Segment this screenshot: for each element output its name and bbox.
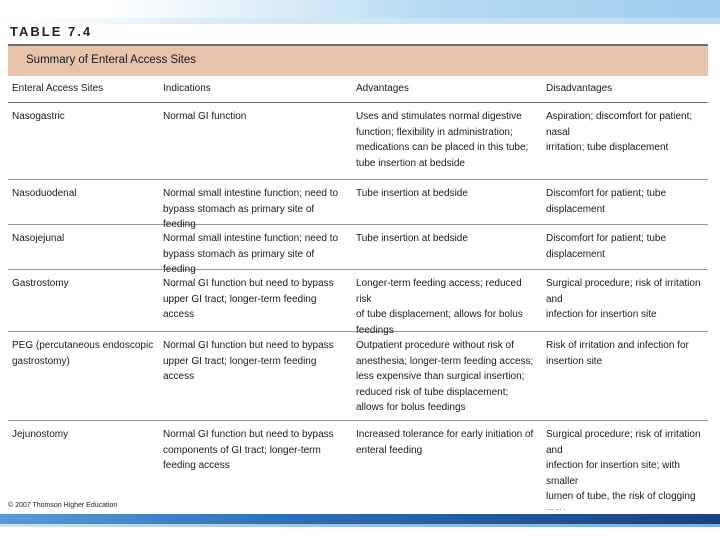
disadvantages-cell: Surgical procedure; risk of irritation and infection for insertion site — [546, 278, 701, 320]
table-title: Summary of Enteral Access Sites — [26, 54, 197, 66]
advantages-cell: Tube insertion at bedside — [356, 188, 468, 199]
header-indications: Indications — [163, 83, 211, 94]
table-title-band — [8, 44, 708, 76]
disadvantages-cell: Discomfort for patient; tube displacement — [546, 233, 667, 260]
bottom-stripe-dark — [0, 514, 720, 524]
advantages-cell: Tube insertion at bedside — [356, 233, 468, 244]
table-row — [8, 180, 708, 230]
advantages-cell: Outpatient procedure without risk of anesthesia; longer-term feeding access; less expensive than surgical insertion; reduced risk of tube displacement; allows for bolus feedings — [356, 340, 534, 413]
indications-cell: Normal GI function — [163, 111, 247, 122]
disadvantages-cell: Surgical procedure; risk of irritation and infection for insertion site; with smaller lumen of tube, the risk of clogging — [546, 429, 701, 502]
table-row — [8, 332, 708, 421]
table-row — [8, 225, 708, 275]
disadvantages-cell: Risk of irritation and infection for insertion site — [546, 340, 689, 367]
top-decorative-band — [0, 0, 720, 24]
bottom-decorative-band — [0, 510, 720, 540]
indications-cell: Normal small intestine function; need to bypass stomach as primary site of feeding — [163, 233, 339, 275]
disadvantages-cell: Aspiration; discomfort for patient; nasal irritation; tube displacement — [546, 111, 693, 153]
site-cell: PEG (percutaneous endoscopic gastrostomy) — [12, 340, 154, 367]
site-cell: Nasojejunal — [12, 233, 65, 244]
indications-cell: Normal small intestine function; need to bypass stomach as primary site of feeding — [163, 188, 339, 230]
site-cell: Jejunostomy — [12, 429, 69, 440]
table-number-label: TABLE 7.4 — [10, 24, 93, 39]
table-row — [8, 421, 708, 502]
advantages-cell: Uses and stimulates normal digestive function; flexibility in administration; medications can be placed in this tube; tube insertion at bedside — [356, 111, 529, 169]
indications-cell: Normal GI function but need to bypass upper GI tract; longer-term feeding access — [163, 340, 334, 382]
disadvantages-cell: Discomfort for patient; tube displacement — [546, 188, 667, 215]
header-disadvantages: Disadvantages — [546, 83, 613, 94]
indications-cell: Normal GI function but need to bypass upper GI tract; longer-term feeding access — [163, 278, 334, 320]
indications-cell: Normal GI function but need to bypass components of GI tract; longer-term feeding access — [163, 429, 334, 471]
table-header-row — [8, 74, 708, 103]
header-advantages: Advantages — [356, 83, 409, 94]
site-cell: Gastrostomy — [12, 278, 69, 289]
table-row — [8, 270, 708, 336]
copyright-notice: © 2007 Thomson Higher Education — [8, 502, 118, 509]
enteral-access-table — [8, 74, 708, 502]
site-cell: Nasoduodenal — [12, 188, 77, 199]
bottom-stripe-light — [0, 524, 720, 527]
site-cell: Nasogastric — [12, 111, 65, 122]
advantages-cell: Longer-term feeding access; reduced risk of tube displacement; allows for bolus feedings — [356, 278, 523, 336]
table-row — [8, 103, 708, 180]
advantages-cell: Increased tolerance for early initiation of enteral feeding — [356, 429, 534, 456]
header-enteral-access-sites: Enteral Access Sites — [12, 83, 104, 94]
